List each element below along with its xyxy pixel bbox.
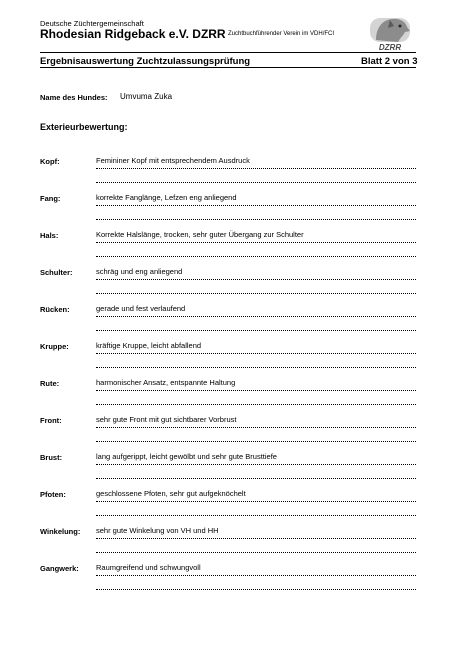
criterion-label: Schulter:: [40, 268, 73, 277]
dotted-line: [96, 538, 416, 539]
criterion-label: Hals:: [40, 231, 59, 240]
criterion-label: Front:: [40, 416, 62, 425]
document-title: Ergebnisauswertung Zuchtzulassungsprüfung: [40, 56, 251, 67]
dotted-line: [96, 242, 416, 243]
criterion-value: lang aufgerippt, leicht gewölbt und sehr gute Brusttiefe: [96, 452, 277, 461]
dotted-line: [96, 330, 416, 331]
criterion-row: [0, 265, 455, 302]
dotted-line: [96, 575, 416, 576]
dotted-line: [96, 353, 416, 354]
dotted-line: [96, 219, 416, 220]
dog-name-label: Name des Hundes:: [40, 93, 108, 102]
criterion-value: geschlossene Pfoten, sehr gut aufgeknöchelt: [96, 489, 246, 498]
criterion-row: [0, 561, 455, 598]
club-logo: [364, 14, 416, 52]
criterion-value: korrekte Fanglänge, Lefzen eng anliegend: [96, 193, 237, 202]
criterion-label: Fang:: [40, 194, 61, 203]
criterion-value: sehr gute Front mit gut sichtbarer Vorbrust: [96, 415, 237, 424]
dotted-line: [96, 464, 416, 465]
criterion-row: [0, 339, 455, 376]
dotted-line: [96, 168, 416, 169]
criterion-value: Raumgreifend und schwungvoll: [96, 563, 201, 572]
dotted-line: [96, 589, 416, 590]
dotted-line: [96, 441, 416, 442]
criterion-value: gerade und fest verlaufend: [96, 304, 186, 313]
dotted-line: [96, 478, 416, 479]
criterion-row: [0, 450, 455, 487]
criterion-label: Rute:: [40, 379, 60, 388]
header-rule-bottom: [40, 67, 416, 68]
dotted-line: [96, 279, 416, 280]
criterion-row: [0, 413, 455, 450]
dotted-line: [96, 367, 416, 368]
dog-head-icon: [364, 14, 416, 44]
dotted-line: [96, 501, 416, 502]
criterion-row: [0, 302, 455, 339]
section-title: Exterieurbewertung:: [40, 122, 128, 132]
criterion-value: kräftige Kruppe, leicht abfallend: [96, 341, 202, 350]
criterion-row: [0, 487, 455, 524]
dotted-line: [96, 390, 416, 391]
criterion-label: Gangwerk:: [40, 564, 79, 573]
dotted-line: [96, 515, 416, 516]
criterion-value: schräg und eng anliegend: [96, 267, 183, 276]
criterion-row: [0, 154, 455, 191]
criterion-label: Winkelung:: [40, 527, 81, 536]
criterion-value: Femininer Kopf mit entsprechendem Ausdruck: [96, 156, 250, 165]
criterion-row: [0, 524, 455, 561]
criterion-row: [0, 376, 455, 413]
criterion-label: Kopf:: [40, 157, 60, 166]
dotted-line: [96, 316, 416, 317]
registry-note: Zuchtbuchführender Verein im VDH/FCI: [228, 31, 335, 37]
dotted-line: [96, 427, 416, 428]
criterion-value: Korrekte Halslänge, trocken, sehr guter Übergang zur Schulter: [96, 230, 304, 239]
logo-text: DZRR: [378, 43, 402, 52]
sheet-number: Blatt 2 von 3: [361, 56, 418, 67]
criterion-value: harmonischer Ansatz, entspannte Haltung: [96, 378, 236, 387]
dotted-line: [96, 256, 416, 257]
dotted-line: [96, 404, 416, 405]
header-rule-top: [40, 52, 416, 53]
dotted-line: [96, 293, 416, 294]
criterion-row: [0, 191, 455, 228]
club-name: Rhodesian Ridgeback e.V. DZRR: [40, 27, 226, 41]
criterion-label: Pfoten:: [40, 490, 66, 499]
criterion-label: Kruppe:: [40, 342, 69, 351]
dotted-line: [96, 205, 416, 206]
dog-name-value: Umvuma Zuka: [120, 92, 173, 101]
organization-name: Deutsche Züchtergemeinschaft: [40, 19, 144, 28]
dotted-line: [96, 182, 416, 183]
criterion-label: Brust:: [40, 453, 63, 462]
dotted-line: [96, 552, 416, 553]
criterion-row: [0, 228, 455, 265]
criterion-value: sehr gute Winkelung von VH und HH: [96, 526, 219, 535]
criterion-label: Rücken:: [40, 305, 70, 314]
